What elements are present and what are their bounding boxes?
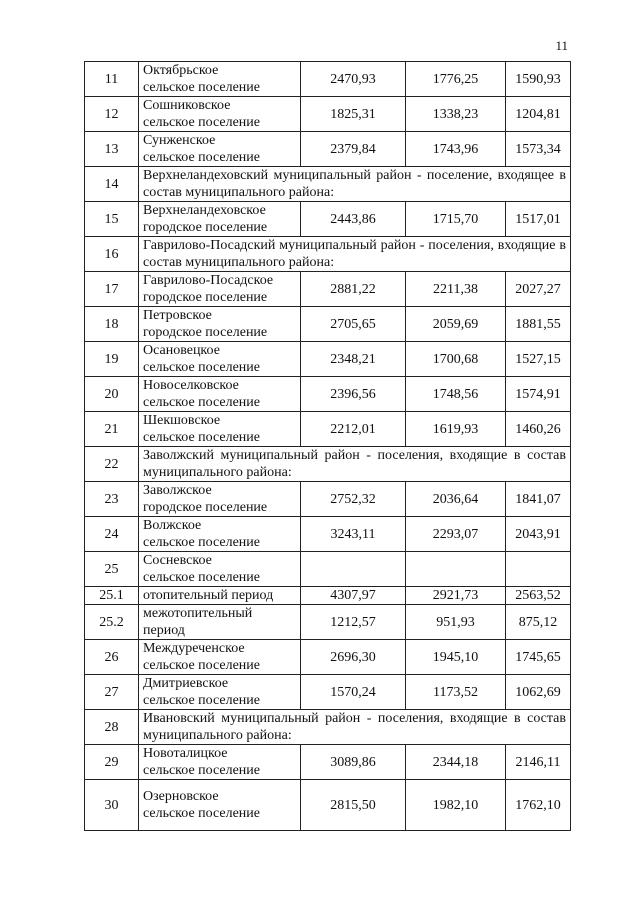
- tariff-value-v2: 1715,70: [406, 202, 506, 237]
- settlement-name: [139, 62, 301, 97]
- tariff-value-v2: 1776,25: [406, 62, 506, 97]
- settlement-name-line: сельское поселение: [143, 360, 260, 375]
- settlement-name-line: городское поселение: [143, 290, 268, 305]
- row-number: 18: [85, 307, 139, 342]
- settlement-name-line: сельское поселение: [143, 658, 260, 673]
- tariff-value-v2: 1338,23: [406, 97, 506, 132]
- settlement-name: [139, 412, 301, 447]
- row-number: 13: [85, 132, 139, 167]
- table-row: [85, 640, 571, 675]
- tariff-value-v3: 1527,15: [506, 342, 571, 377]
- settlement-name: [139, 342, 301, 377]
- tariff-value-v2: 2059,69: [406, 307, 506, 342]
- table-row: [85, 307, 571, 342]
- settlement-name-line: сельское поселение: [143, 115, 260, 130]
- section-heading: Гаврилово-Посадский муниципальный район - поселения, входящие в состав муниципального района:: [139, 237, 571, 272]
- table-row: [85, 745, 571, 780]
- table-row: [85, 272, 571, 307]
- settlement-name-line: сельское поселение: [143, 150, 260, 165]
- row-number: 23: [85, 482, 139, 517]
- tariff-value-v2: 951,93: [406, 605, 506, 640]
- tariff-value-v2: 2293,07: [406, 517, 506, 552]
- tariff-value-v3: 1460,26: [506, 412, 571, 447]
- tariff-value-v3: 1062,69: [506, 675, 571, 710]
- settlement-name: [139, 307, 301, 342]
- settlement-name-line: сельское поселение: [143, 80, 260, 95]
- table-row: [85, 97, 571, 132]
- settlement-name-line: Сошниковское: [143, 98, 231, 113]
- row-number: 16: [85, 237, 139, 272]
- row-number: 25: [85, 552, 139, 587]
- section-heading: Верхнеландеховский муниципальный район - поселение, входящее в состав муниципального района:: [139, 167, 571, 202]
- settlement-name: [139, 640, 301, 675]
- settlement-name: [139, 482, 301, 517]
- tariff-value-v3: 2027,27: [506, 272, 571, 307]
- settlement-name-line: Сунженское: [143, 133, 216, 148]
- settlement-name-line: Петровское: [143, 308, 212, 323]
- tariff-value-v1: 2705,65: [301, 307, 406, 342]
- tariff-value-v3: 1881,55: [506, 307, 571, 342]
- table-row: [85, 675, 571, 710]
- tariff-value-v3: 1204,81: [506, 97, 571, 132]
- settlement-name-line: Волжское: [143, 518, 202, 533]
- table-row: [85, 587, 571, 605]
- settlement-name: [139, 605, 301, 640]
- tariff-value-v1: 2815,50: [301, 780, 406, 831]
- row-number: 11: [85, 62, 139, 97]
- table-row: [85, 412, 571, 447]
- settlement-name: [139, 202, 301, 237]
- settlement-name: [139, 780, 301, 831]
- row-number: 22: [85, 447, 139, 482]
- tariff-value-v2: 1619,93: [406, 412, 506, 447]
- table-row: [85, 605, 571, 640]
- settlement-name-line: сельское поселение: [143, 570, 260, 585]
- row-number: 15: [85, 202, 139, 237]
- settlement-name-line: Заволжское: [143, 483, 212, 498]
- settlement-name-line: Гаврилово-Посадское: [143, 273, 274, 288]
- tariff-value-v1: 3089,86: [301, 745, 406, 780]
- row-number: 24: [85, 517, 139, 552]
- settlement-name-line: сельское поселение: [143, 693, 260, 708]
- tariff-value-v3: 1762,10: [506, 780, 571, 831]
- section-heading: Ивановский муниципальный район - поселения, входящие в состав муниципального района:: [139, 710, 571, 745]
- tariff-value-v2: 2921,73: [406, 587, 506, 605]
- settlement-name-line: сельское поселение: [143, 763, 260, 778]
- tariff-value-v3: 1590,93: [506, 62, 571, 97]
- tariff-value-v1: 2348,21: [301, 342, 406, 377]
- page-number: 11: [555, 38, 568, 53]
- row-number: 20: [85, 377, 139, 412]
- settlement-name-line: городское поселение: [143, 220, 268, 235]
- table-row: [85, 517, 571, 552]
- settlement-name-line: сельское поселение: [143, 806, 260, 821]
- row-number: 28: [85, 710, 139, 745]
- settlement-name-line: городское поселение: [143, 325, 268, 340]
- tariff-value-v1: 2470,93: [301, 62, 406, 97]
- tariff-value-v3: [506, 552, 571, 587]
- section-row: [85, 167, 571, 202]
- row-number: 27: [85, 675, 139, 710]
- settlement-name-line: Сосневское: [143, 553, 212, 568]
- tariff-value-v3: 2043,91: [506, 517, 571, 552]
- tariff-value-v1: 2881,22: [301, 272, 406, 307]
- tariff-value-v2: 1700,68: [406, 342, 506, 377]
- settlement-name-line: период: [143, 623, 185, 638]
- section-heading: Заволжский муниципальный район - поселения, входящие в состав муниципального района:: [139, 447, 571, 482]
- tariff-value-v1: 2379,84: [301, 132, 406, 167]
- tariff-value-v2: 1982,10: [406, 780, 506, 831]
- tariff-value-v2: 2036,64: [406, 482, 506, 517]
- settlement-name-line: Шекшовское: [143, 413, 221, 428]
- tariff-value-v1: [301, 552, 406, 587]
- tariff-value-v1: 2212,01: [301, 412, 406, 447]
- section-row: [85, 447, 571, 482]
- row-number: 26: [85, 640, 139, 675]
- tariff-value-v1: 2443,86: [301, 202, 406, 237]
- settlement-name-line: Междуреченское: [143, 641, 245, 656]
- row-number: 19: [85, 342, 139, 377]
- settlement-name-line: Октябрьское: [143, 63, 219, 78]
- row-number: 12: [85, 97, 139, 132]
- settlement-name-line: сельское поселение: [143, 395, 260, 410]
- row-number: 25.1: [85, 587, 139, 605]
- settlement-name: [139, 675, 301, 710]
- settlement-name-line: Верхнеландеховское: [143, 203, 266, 218]
- tariff-value-v3: 1573,34: [506, 132, 571, 167]
- settlement-name-line: Новоселковское: [143, 378, 239, 393]
- tariff-value-v1: 3243,11: [301, 517, 406, 552]
- tariff-value-v3: 875,12: [506, 605, 571, 640]
- tariff-value-v1: 1212,57: [301, 605, 406, 640]
- tariff-value-v3: 1517,01: [506, 202, 571, 237]
- settlement-name: [139, 517, 301, 552]
- settlement-name-line: Новоталицкое: [143, 746, 228, 761]
- settlement-name: [139, 377, 301, 412]
- settlement-name: [139, 132, 301, 167]
- settlement-name-line: сельское поселение: [143, 430, 260, 445]
- settlement-name: [139, 97, 301, 132]
- table-row: [85, 552, 571, 587]
- tariff-value-v2: 2211,38: [406, 272, 506, 307]
- settlement-name: [139, 587, 301, 605]
- row-number: 25.2: [85, 605, 139, 640]
- settlement-name-line: отопительный период: [143, 588, 274, 603]
- tariff-value-v3: 2563,52: [506, 587, 571, 605]
- row-number: 21: [85, 412, 139, 447]
- tariff-value-v2: 2344,18: [406, 745, 506, 780]
- table-row: [85, 202, 571, 237]
- tariff-value-v2: 1173,52: [406, 675, 506, 710]
- tariff-value-v2: 1945,10: [406, 640, 506, 675]
- tariff-value-v1: 1825,31: [301, 97, 406, 132]
- tariff-value-v3: 2146,11: [506, 745, 571, 780]
- settlement-name-line: Дмитриевское: [143, 676, 229, 691]
- tariff-value-v1: 2696,30: [301, 640, 406, 675]
- settlement-name-line: сельское поселение: [143, 535, 260, 550]
- table-row: [85, 62, 571, 97]
- section-row: [85, 710, 571, 745]
- tariff-value-v1: 2396,56: [301, 377, 406, 412]
- tariff-value-v2: [406, 552, 506, 587]
- table-row: [85, 780, 571, 831]
- settlement-name: [139, 272, 301, 307]
- tariff-value-v2: 1743,96: [406, 132, 506, 167]
- table-row: [85, 132, 571, 167]
- tariff-value-v1: 1570,24: [301, 675, 406, 710]
- tariff-table-body: [85, 62, 571, 831]
- settlement-name-line: Озерновское: [143, 789, 219, 804]
- tariff-table: [84, 61, 571, 831]
- settlement-name: [139, 552, 301, 587]
- row-number: 29: [85, 745, 139, 780]
- settlement-name: [139, 745, 301, 780]
- row-number: 14: [85, 167, 139, 202]
- settlement-name-line: Осановецкое: [143, 343, 220, 358]
- tariff-value-v1: 2752,32: [301, 482, 406, 517]
- tariff-value-v3: 1841,07: [506, 482, 571, 517]
- section-row: [85, 237, 571, 272]
- settlement-name-line: городское поселение: [143, 500, 268, 515]
- tariff-value-v1: 4307,97: [301, 587, 406, 605]
- table-row: [85, 342, 571, 377]
- settlement-name-line: межотопительный: [143, 606, 253, 621]
- tariff-value-v3: 1574,91: [506, 377, 571, 412]
- row-number: 30: [85, 780, 139, 831]
- table-row: [85, 377, 571, 412]
- tariff-value-v3: 1745,65: [506, 640, 571, 675]
- row-number: 17: [85, 272, 139, 307]
- tariff-value-v2: 1748,56: [406, 377, 506, 412]
- table-row: [85, 482, 571, 517]
